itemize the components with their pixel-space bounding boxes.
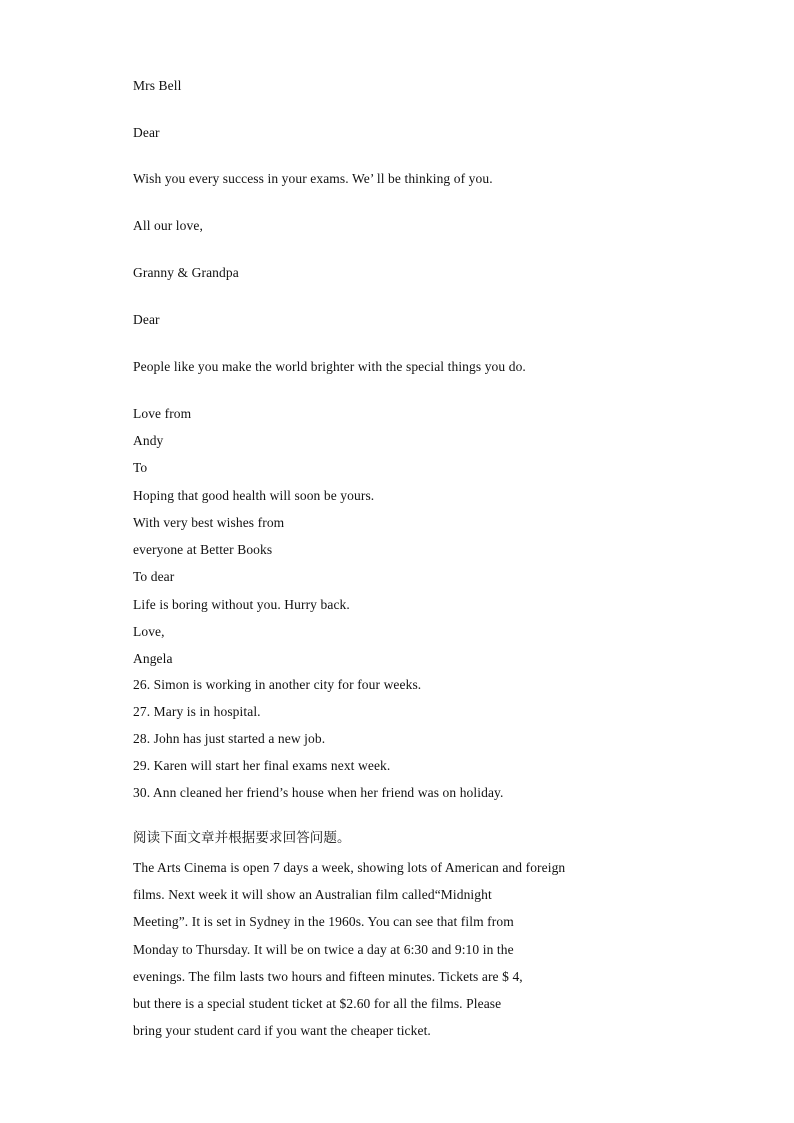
- question-item: 29. Karen will start her final exams next week.: [133, 758, 391, 773]
- card-message: People like you make the world brighter with the special things you do.: [133, 359, 526, 374]
- card-greeting: To dear: [133, 569, 175, 584]
- card-message: Wish you every success in your exams. We’ ll be thinking of you.: [133, 171, 493, 186]
- passage-line: Monday to Thursday. It will be on twice a day at 6:30 and 9:10 in the: [133, 942, 514, 957]
- card-closing: With very best wishes from: [133, 515, 285, 530]
- question-item: 30. Ann cleaned her friend’s house when her friend was on holiday.: [133, 785, 504, 800]
- card-greeting: Dear: [133, 125, 160, 140]
- passage-line: but there is a special student ticket at $2.60 for all the films. Please: [133, 996, 502, 1011]
- card-message: Hoping that good health will soon be yours.: [133, 488, 375, 503]
- question-item: 28. John has just started a new job.: [133, 731, 326, 746]
- card-signature: Angela: [133, 651, 173, 666]
- card-greeting: To: [133, 460, 148, 475]
- card-signature: Granny & Grandpa: [133, 265, 239, 280]
- card-signature: everyone at Better Books: [133, 542, 273, 557]
- passage-line: films. Next week it will show an Australian film called“Midnight: [133, 887, 492, 902]
- passage-line: Meeting”. It is set in Sydney in the 1960s. You can see that film from: [133, 914, 514, 929]
- card-closing: Love,: [133, 624, 165, 639]
- passage-line: evenings. The film lasts two hours and fifteen minutes. Tickets are $ 4,: [133, 969, 523, 984]
- card-message: Life is boring without you. Hurry back.: [133, 597, 350, 612]
- card-greeting: Dear: [133, 312, 160, 327]
- passage-line: bring your student card if you want the cheaper ticket.: [133, 1023, 431, 1038]
- card-signature: Andy: [133, 433, 164, 448]
- card-name: Mrs Bell: [133, 78, 182, 93]
- card-closing: Love from: [133, 406, 192, 421]
- passage-line: The Arts Cinema is open 7 days a week, showing lots of American and foreign: [133, 860, 566, 875]
- card-closing: All our love,: [133, 218, 203, 233]
- question-item: 26. Simon is working in another city for four weeks.: [133, 677, 422, 692]
- section-instruction: 阅读下面文章并根据要求回答问题。: [133, 830, 351, 846]
- question-item: 27. Mary is in hospital.: [133, 704, 261, 719]
